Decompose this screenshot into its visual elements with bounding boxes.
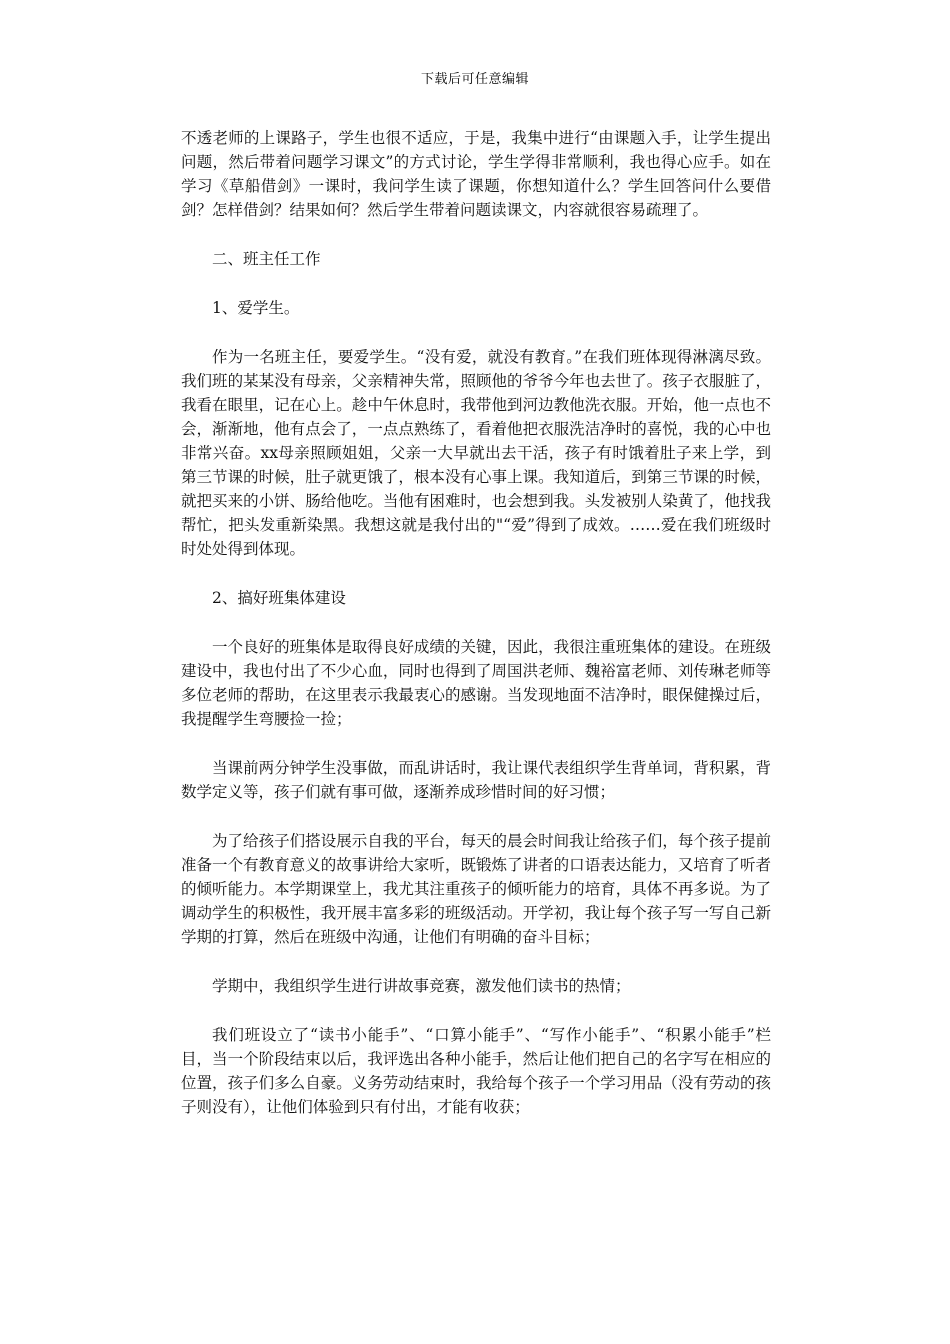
subheading-love-students: 1、爱学生。 bbox=[212, 299, 300, 317]
paragraph-mid-term: 学期中，我组织学生进行讲故事竞赛，激发他们读书的热情； bbox=[212, 977, 631, 995]
subheading-class-building: 2、搞好班集体建设 bbox=[212, 589, 346, 607]
paragraph-before-class: 当课前两分钟学生没事做，而乱讲话时，我让课代表组织学生背单词，背积累，背数学定义等，孩子们就有事可做，逐渐养成珍惜时间的好习惯； bbox=[181, 759, 771, 801]
page-header: 下载后可任意编辑 bbox=[420, 72, 529, 87]
paragraph-morning-meeting: 为了给孩子们搭设展示自我的平台，每天的晨会时间我让给孩子们，每个孩子提前准备一个有教育意义的故事讲给大家听，既锻炼了讲者的口语表达能力，又培育了听者的倾听能力。本学期课堂上，我尤其注重孩子的倾听能力的培育，具体不再多说。为了调动学生的积极性，我开展丰富多彩的班级活动。开学初，我让每个孩子写一写自己新学期的打算，然后在班级中沟通，让他们有明确的奋斗目标； bbox=[181, 832, 771, 946]
paragraph-love-students: 作为一名班主任，要爱学生。“没有爱，就没有教育。”在我们班体现得淋漓尽致。我们班的某某没有母亲，父亲精神失常，照顾他的爷爷今年也去世了。孩子衣服脏了，我看在眼里，记在心上。趁中午休息时，我带他到河边教他洗衣服。开始，他一点也不会，渐渐地，他有点会了，一点点熟练了，看着他把衣服洗洁净时的喜悦，我的心中也非常兴奋。xx母亲照顾姐姐，父亲一大早就出去干活，孩子有时饿着肚子来上学，到第三节课的时候，肚子就更饿了，根本没有心事上课。我知道后，到第三节课的时候，就把买来的小饼、肠给他吃。当他有困难时，也会想到我。头发被别人染黄了，他找我帮忙，把头发重新染黑。我想这就是我付出的"“爱”得到了成效。……爱在我们班级时时处处得到体现。 bbox=[181, 348, 771, 558]
section-heading-class-teacher: 二、班主任工作 bbox=[212, 250, 321, 268]
paragraph-intro: 不透老师的上课路子，学生也很不适应，于是，我集中进行“由课题入手，让学生提出问题，然后带着问题学习课文”的方式讨论，学生学得非常顺利，我也得心应手。如在学习《草船借剑》一课时，我问学生读了课题，你想知道什么？学生回答问什么要借剑？怎样借剑？结果如何？然后学生带着问题读课文，内容就很容易疏理了。 bbox=[181, 129, 771, 219]
paragraph-little-experts: 我们班设立了“读书小能手”、“口算小能手”、“写作小能手”、“积累小能手”栏目，当一个阶段结束以后，我评选出各种小能手，然后让他们把自己的名字写在相应的位置，孩子们多么自豪。义务劳动结束时，我给每个孩子一个学习用品（没有劳动的孩子则没有），让他们体验到只有付出，才能有收获； bbox=[181, 1026, 771, 1116]
document-body bbox=[181, 126, 771, 1119]
paragraph-class-building: 一个良好的班集体是取得良好成绩的关键，因此，我很注重班集体的建设。在班级建设中，我也付出了不少心血，同时也得到了周国洪老师、魏裕富老师、刘传琳老师等多位老师的帮助，在这里表示我最衷心的感谢。当发现地面不洁净时，眼保健操过后，我提醒学生弯腰捡一捡； bbox=[181, 638, 771, 728]
